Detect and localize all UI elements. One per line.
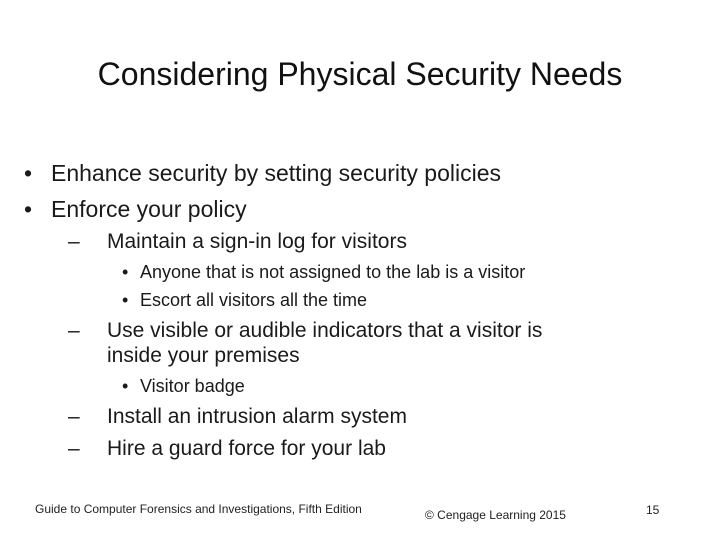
footer-book-title: Guide to Computer Forensics and Investigations, Fifth Edition xyxy=(35,502,362,516)
bullet-text: Enhance security by setting security policies xyxy=(51,160,501,186)
bullet-text: Enforce your policy xyxy=(51,196,247,222)
dash-marker: – xyxy=(68,405,80,428)
dash-marker: – xyxy=(68,437,80,460)
slide-title: Considering Physical Security Needs xyxy=(97,56,623,92)
sub-sub-bullet-text: Escort all visitors all the time xyxy=(140,290,368,310)
dash-marker: – xyxy=(68,319,80,342)
bullet-marker: • xyxy=(122,262,129,282)
sub-bullet-text: Install an intrusion alarm system xyxy=(107,405,407,428)
sub-bullet-text: Maintain a sign-in log for visitors xyxy=(107,230,407,253)
sub-sub-bullet-text: Anyone that is not assigned to the lab is a visitor xyxy=(140,262,526,282)
footer-page-number: 15 xyxy=(646,503,660,517)
bullet-marker: • xyxy=(122,290,129,310)
sub-bullet-text: Hire a guard force for your lab xyxy=(107,437,386,460)
sub-bullet-text-continued: inside your premises xyxy=(107,344,300,367)
sub-bullet-text: Use visible or audible indicators that a visitor is xyxy=(107,319,543,342)
bullet-marker: • xyxy=(24,160,33,186)
bullet-marker: • xyxy=(122,376,129,396)
bullet-marker: • xyxy=(24,196,33,222)
footer-copyright: © Cengage Learning 2015 xyxy=(425,508,566,522)
sub-sub-bullet-text: Visitor badge xyxy=(140,376,245,396)
dash-marker: – xyxy=(68,230,80,253)
